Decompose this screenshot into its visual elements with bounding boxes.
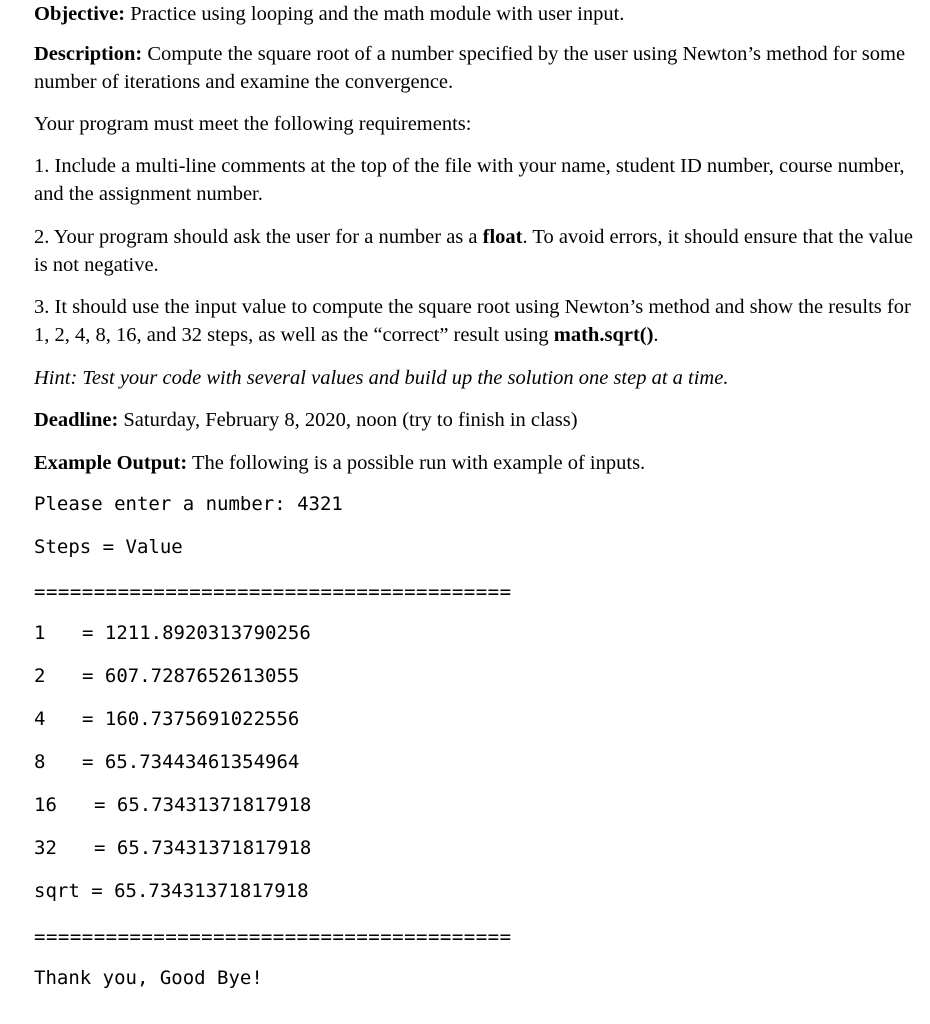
step-cell: 2 [34,665,46,687]
console-row-5 [34,793,311,817]
description-text: Compute the square root of a number specified by the user using Newton’s method for some number of iterations and examine the convergence. [34,43,906,93]
objective-text: Practice using looping and the math module with user input. [125,3,625,25]
value-cell: = 65.73431371817918 [94,837,312,859]
deadline-label: Deadline: [34,409,119,431]
value-cell: = 65.73431371817918 [94,794,312,816]
requirement-3-bold: math.sqrt() [553,324,654,346]
console-separator-top: ======================================== [34,581,512,603]
requirement-3-text-after: . [653,324,659,346]
console-header: Steps = Value [34,536,183,558]
requirement-3-text: 3. It should use the input value to compute the square root using Newton’s method and show the results for 1, 2, 4, 8, 16, and 32 steps, as well as the “correct” result using [34,296,911,346]
objective-label: Objective: [34,3,126,25]
deadline-text: Saturday, February 8, 2020, noon (try to finish in class) [118,409,578,431]
value-cell: = 160.7375691022556 [82,708,300,730]
console-sqrt-row: sqrt = 65.73431371817918 [34,880,309,902]
requirement-2-bold: float [482,226,523,248]
step-cell: 4 [34,708,46,730]
objective-paragraph [34,0,914,28]
console-separator-bottom: ======================================== [34,926,512,948]
example-output-paragraph [34,449,914,477]
console-row-1 [34,621,311,645]
requirement-2 [34,223,914,279]
value-cell: = 1211.8920313790256 [82,622,311,644]
console-row-4 [34,750,299,774]
deadline-paragraph [34,406,914,434]
requirements-intro: Your program must meet the following requirements: [34,113,472,135]
step-cell: 32 [34,837,57,859]
requirement-1: 1. Include a multi-line comments at the top of the file with your name, student ID number, course number, and the assignment number. [34,155,905,205]
console-row-2 [34,664,299,688]
example-output-text: The following is a possible run with example of inputs. [187,452,646,474]
console-prompt: Please enter a number: 4321 [34,493,343,515]
value-cell: = 607.7287652613055 [82,665,300,687]
requirement-2-text: 2. Your program should ask the user for a number as a [34,226,483,248]
description-paragraph [34,40,914,96]
description-label: Description: [34,43,143,65]
value-cell: = 65.73443461354964 [82,751,300,773]
requirement-2-text-after: . To avoid errors, it should ensure that the value is not negative. [34,226,913,276]
hint-paragraph [34,364,914,392]
console-goodbye: Thank you, Good Bye! [34,967,263,989]
requirement-3 [34,293,914,349]
hint-text: Hint: Test your code with several values and build up the solution one step at a time. [34,367,729,389]
console-row-6 [34,836,311,860]
example-output-label: Example Output: [34,452,188,474]
step-cell: 8 [34,751,46,773]
console-row-3 [34,707,299,731]
step-cell: 16 [34,794,57,816]
step-cell: 1 [34,622,46,644]
